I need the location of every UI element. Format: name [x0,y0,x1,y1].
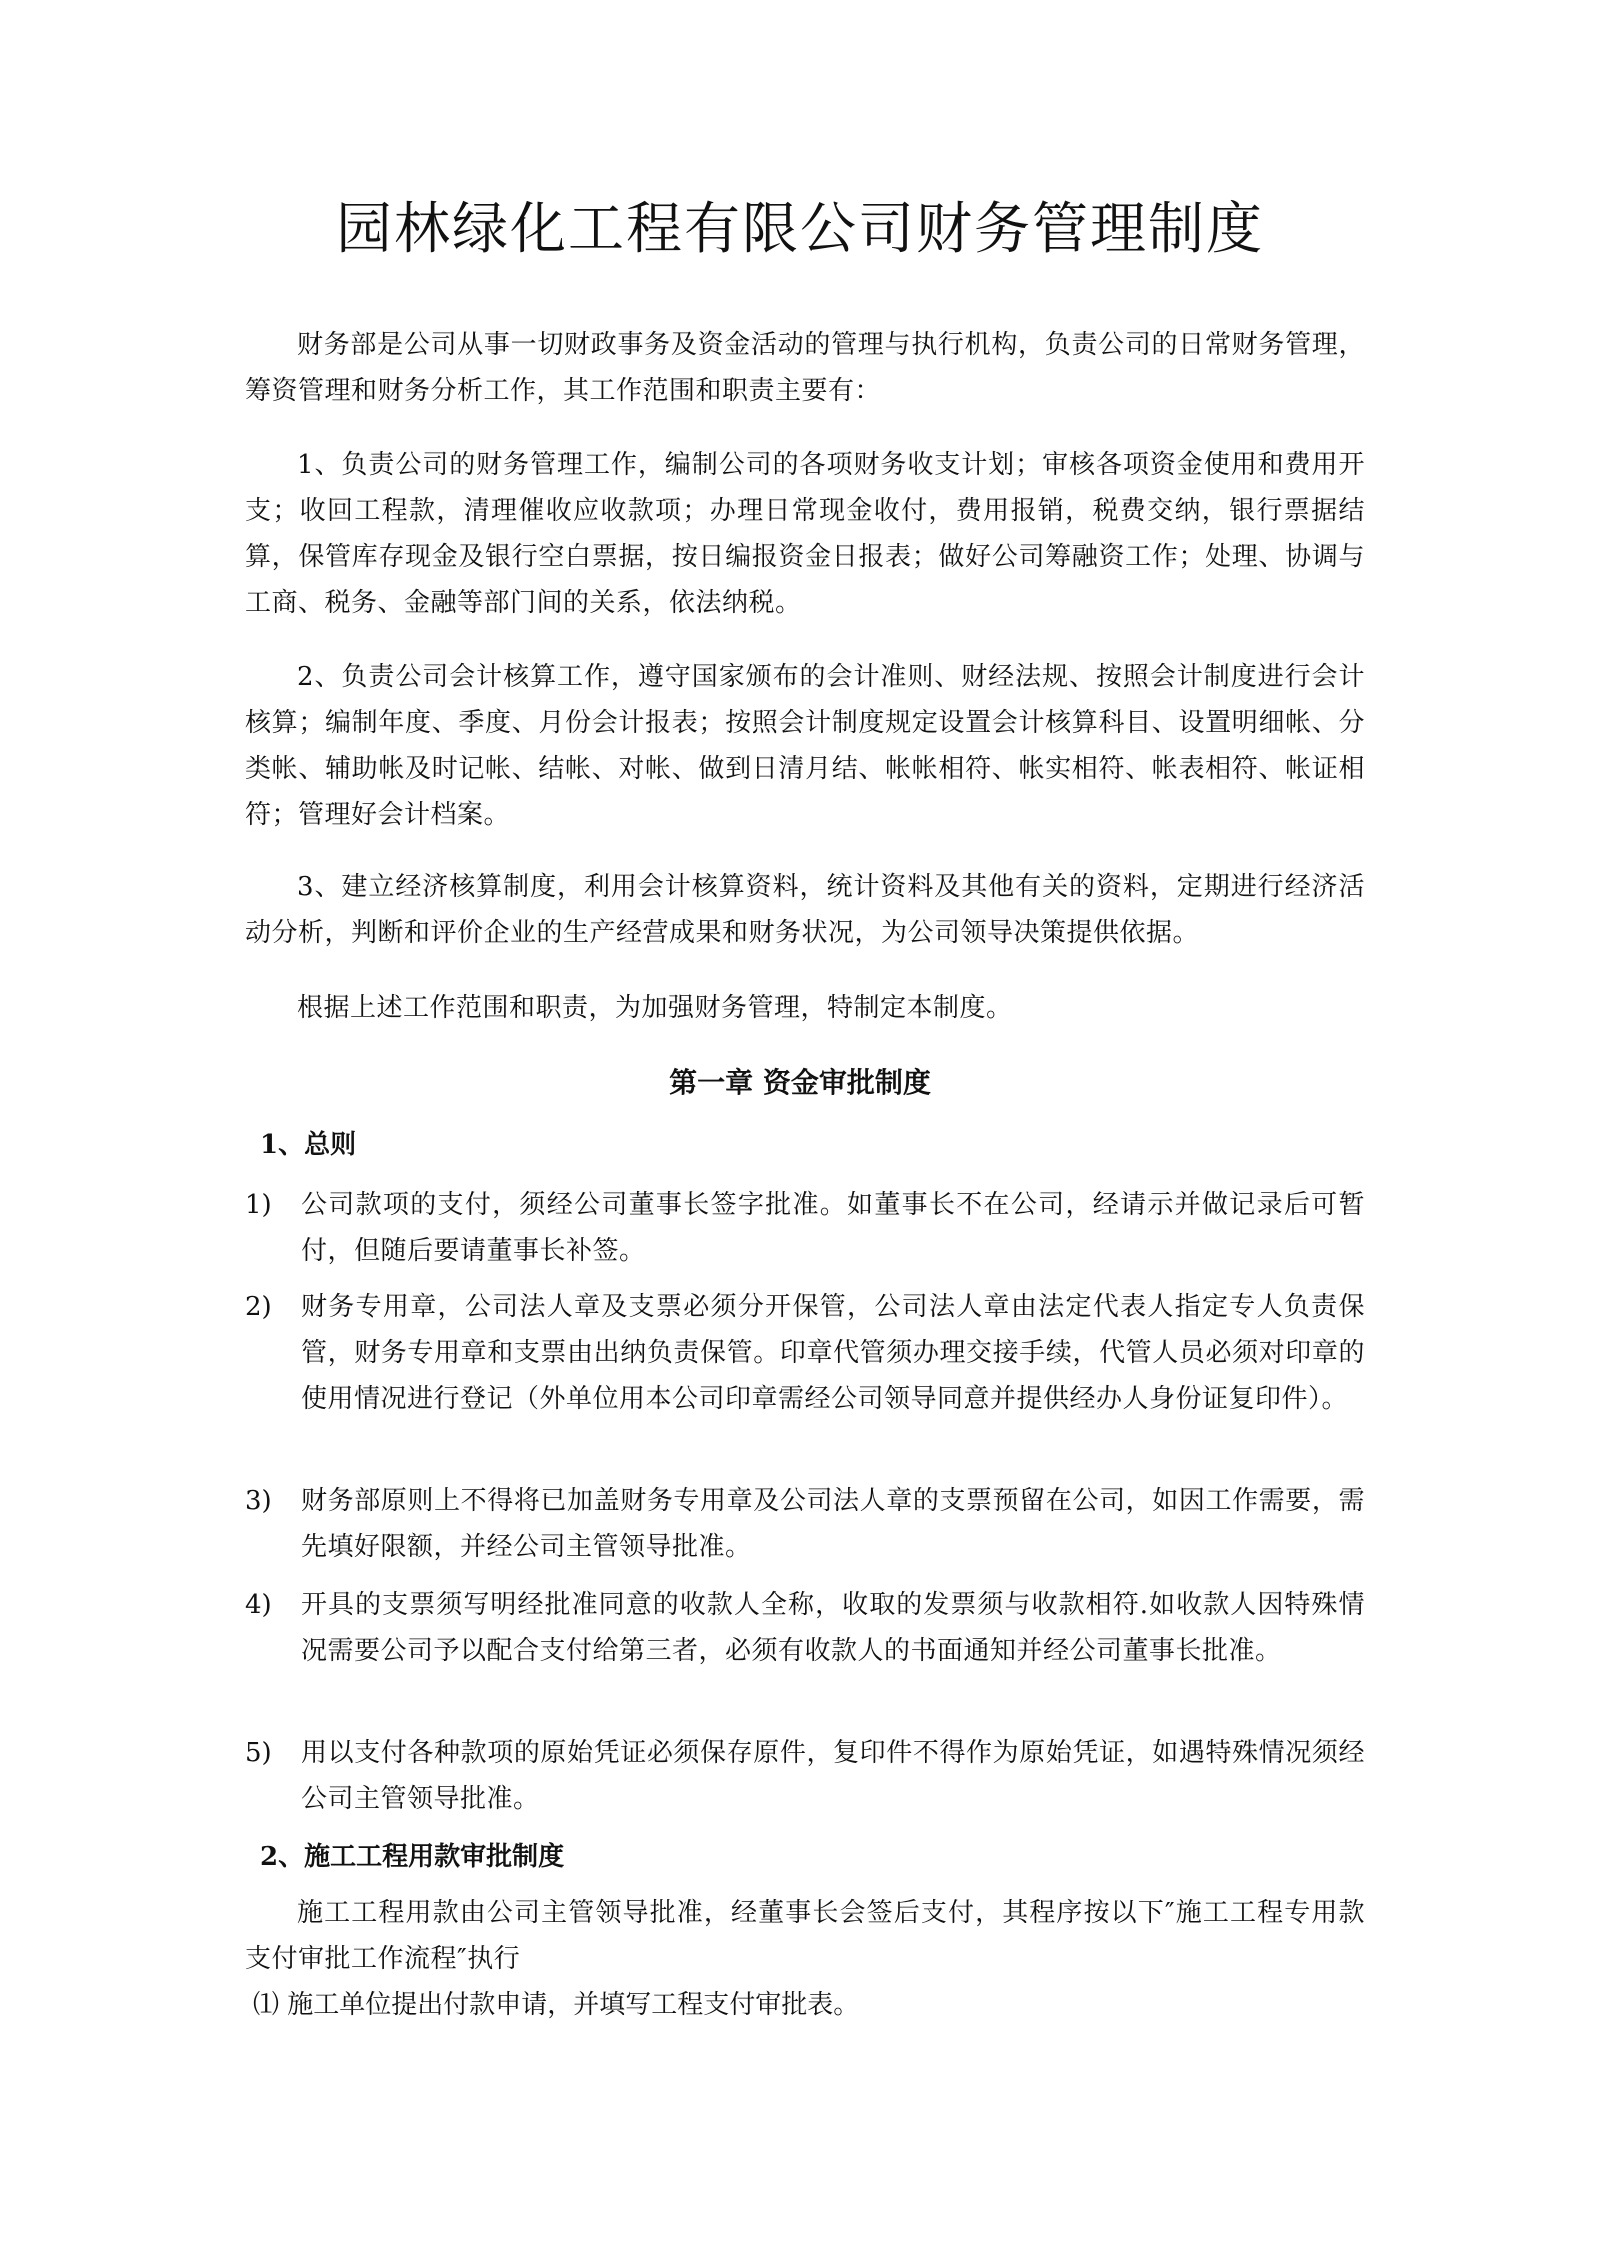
rule-item-number: 5) [245,1738,272,1768]
rule-item-number: 1) [245,1190,272,1220]
rule-item-1 [245,1182,1365,1274]
document-title: 园林绿化工程有限公司财务管理制度 [336,197,1264,262]
rule-item-text: 财务部原则上不得将已加盖财务专用章及公司法人章的支票预留在公司，如因工作需要，需先填好限额，并经公司主管领导批准。 [301,1486,1365,1562]
process-step-1: ⑴ 施工单位提出付款申请，并填写工程支付审批表。 [253,1990,860,2020]
rule-item-text: 用以支付各种款项的原始凭证必须保存原件，复印件不得作为原始凭证，如遇特殊情况须经公司主管领导批准。 [301,1738,1365,1814]
duty-paragraph-2: 2、负责公司会计核算工作，遵守国家颁布的会计准则、财经法规、按照会计制度进行会计核算；编制年度、季度、月份会计报表；按照会计制度规定设置会计核算科目、设置明细帐、分类帐、辅助帐及时记帐、结帐、对帐、做到日清月结、帐帐相符、帐实相符、帐表相符、帐证相符；管理好会计档案。 [245,662,1365,830]
rule-item-text: 公司款项的支付，须经公司董事长签字批准。如董事长不在公司，经请示并做记录后可暂付，但随后要请董事长补签。 [301,1190,1365,1266]
intro-paragraph: 财务部是公司从事一切财政事务及资金活动的管理与执行机构，负责公司的日常财务管理，筹资管理和财务分析工作，其工作范围和职责主要有： [245,330,1365,406]
duty-paragraph-3: 3、建立经济核算制度，利用会计核算资料，统计资料及其他有关的资料，定期进行经济活动分析，判断和评价企业的生产经营成果和财务状况，为公司领导决策提供依据。 [245,872,1365,948]
rule-item-number: 3) [245,1486,272,1516]
rule-item-number: 2) [245,1292,272,1322]
duty-paragraph-1: 1、负责公司的财务管理工作，编制公司的各项财务收支计划；审核各项资金使用和费用开支；收回工程款，清理催收应收款项；办理日常现金收付，费用报销，税费交纳，银行票据结算，保管库存现金及银行空白票据，按日编报资金日报表；做好公司筹融资工作；处理、协调与工商、税务、金融等部门间的关系，依法纳税。 [245,450,1365,618]
section-1-heading: 1、总则 [260,1130,357,1160]
chapter-1-title: 第一章 资金审批制度 [669,1066,931,1099]
closing-paragraph: 根据上述工作范围和职责，为加强财务管理，特制定本制度。 [297,993,1013,1023]
rule-item-4 [245,1582,1365,1674]
rule-item-2 [245,1284,1365,1422]
rule-item-3 [245,1478,1365,1570]
rule-item-text: 财务专用章，公司法人章及支票必须分开保管，公司法人章由法定代表人指定专人负责保管，财务专用章和支票由出纳负责保管。印章代管须办理交接手续，代管人员必须对印章的使用情况进行登记（外单位用本公司印章需经公司领导同意并提供经办人身份证复印件）。 [301,1292,1365,1414]
rule-item-5 [245,1730,1365,1822]
construction-payment-paragraph: 施工工程用款由公司主管领导批准，经董事长会签后支付，其程序按以下″施工工程专用款支付审批工作流程″执行 [245,1898,1365,1974]
rule-item-text: 开具的支票须写明经批准同意的收款人全称，收取的发票须与收款相符.如收款人因特殊情况需要公司予以配合支付给第三者，必须有收款人的书面通知并经公司董事长批准。 [301,1590,1365,1666]
rule-item-number: 4) [245,1590,272,1620]
section-2-heading: 2、施工工程用款审批制度 [260,1842,565,1872]
